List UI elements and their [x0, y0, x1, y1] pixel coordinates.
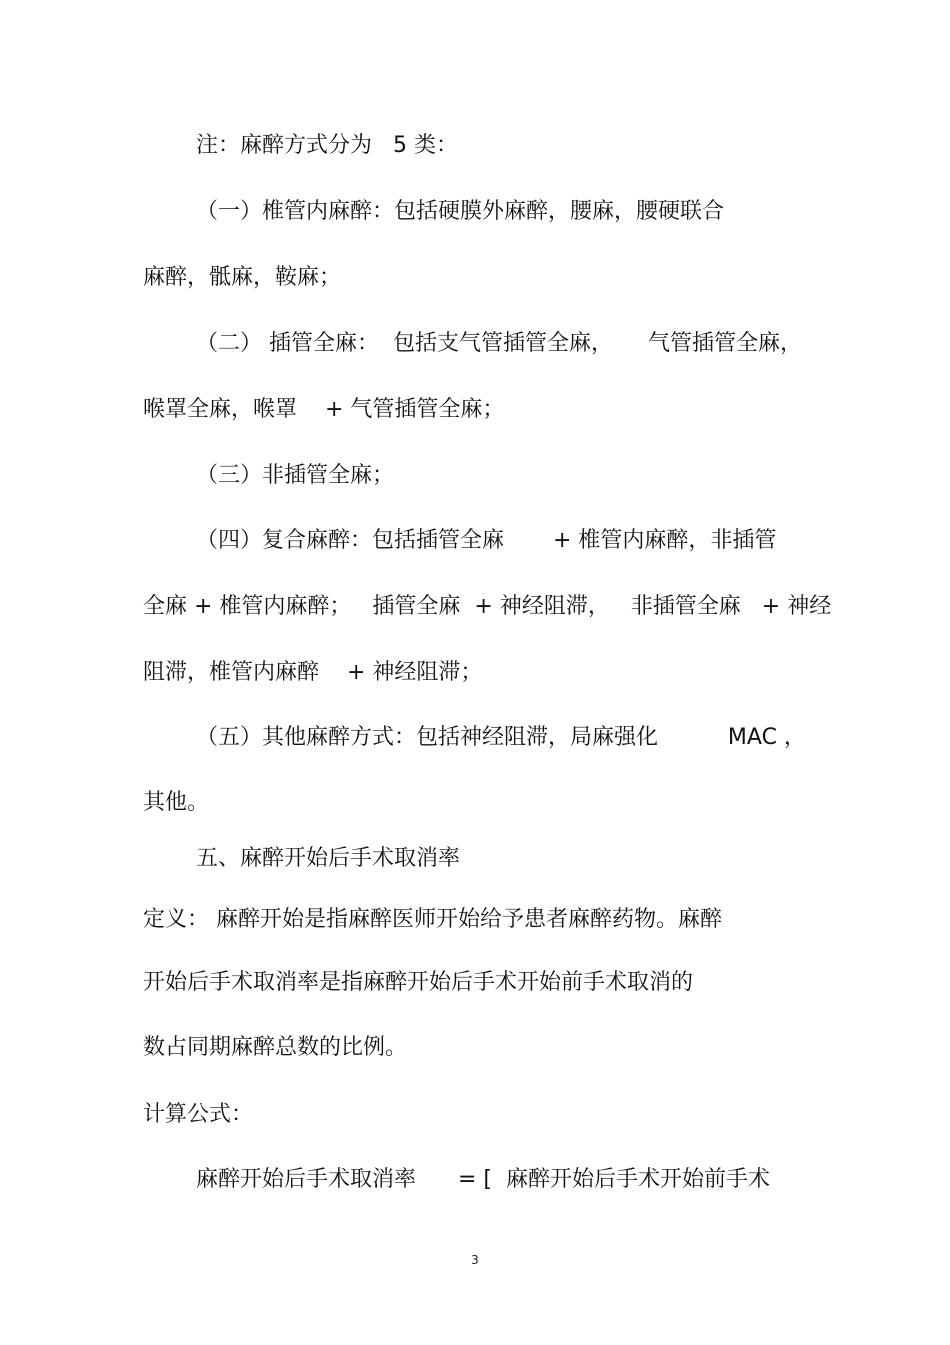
- text-line: （五）其他麻醉方式：包括神经阻滞，局麻强化 MAC ，: [196, 725, 806, 750]
- text-line: 喉罩全麻，喉罩 + 气管插管全麻；: [143, 397, 505, 422]
- text-line: 定义： 麻醉开始是指麻醉医师开始给予患者麻醉药物。麻醉: [143, 907, 722, 932]
- text-line: 注：麻醉方式分为 5 类：: [196, 133, 458, 158]
- text-line: （一）椎管内麻醉：包括硬膜外麻醉，腰麻，腰硬联合: [196, 199, 725, 224]
- text-line: 全麻 + 椎管内麻醉； 插管全麻 + 神经阻滞， 非插管全麻 + 神经: [143, 594, 832, 619]
- text-line: 数占同期麻醉总数的比例。: [143, 1035, 408, 1060]
- page-number: 3: [471, 1253, 479, 1267]
- text-line: 开始后手术取消率是指麻醉开始后手术开始前手术取消的: [143, 970, 694, 995]
- text-line: 麻醉开始后手术取消率 = [ 麻醉开始后手术开始前手术: [196, 1167, 770, 1192]
- text-line: （四）复合麻醉：包括插管全麻 + 椎管内麻醉，非插管: [196, 528, 777, 553]
- text-line: 麻醉，骶麻，鞍麻；: [143, 265, 342, 290]
- text-line: 阻滞，椎管内麻醉 + 神经阻滞；: [143, 660, 483, 685]
- text-line: 计算公式：: [143, 1102, 254, 1127]
- text-line: 其他。: [143, 790, 210, 815]
- section-heading: 五、麻醉开始后手术取消率: [196, 846, 461, 871]
- text-line: （二） 插管全麻： 包括支气管插管全麻， 气管插管全麻，: [196, 331, 802, 356]
- text-line: （三）非插管全麻；: [196, 463, 395, 488]
